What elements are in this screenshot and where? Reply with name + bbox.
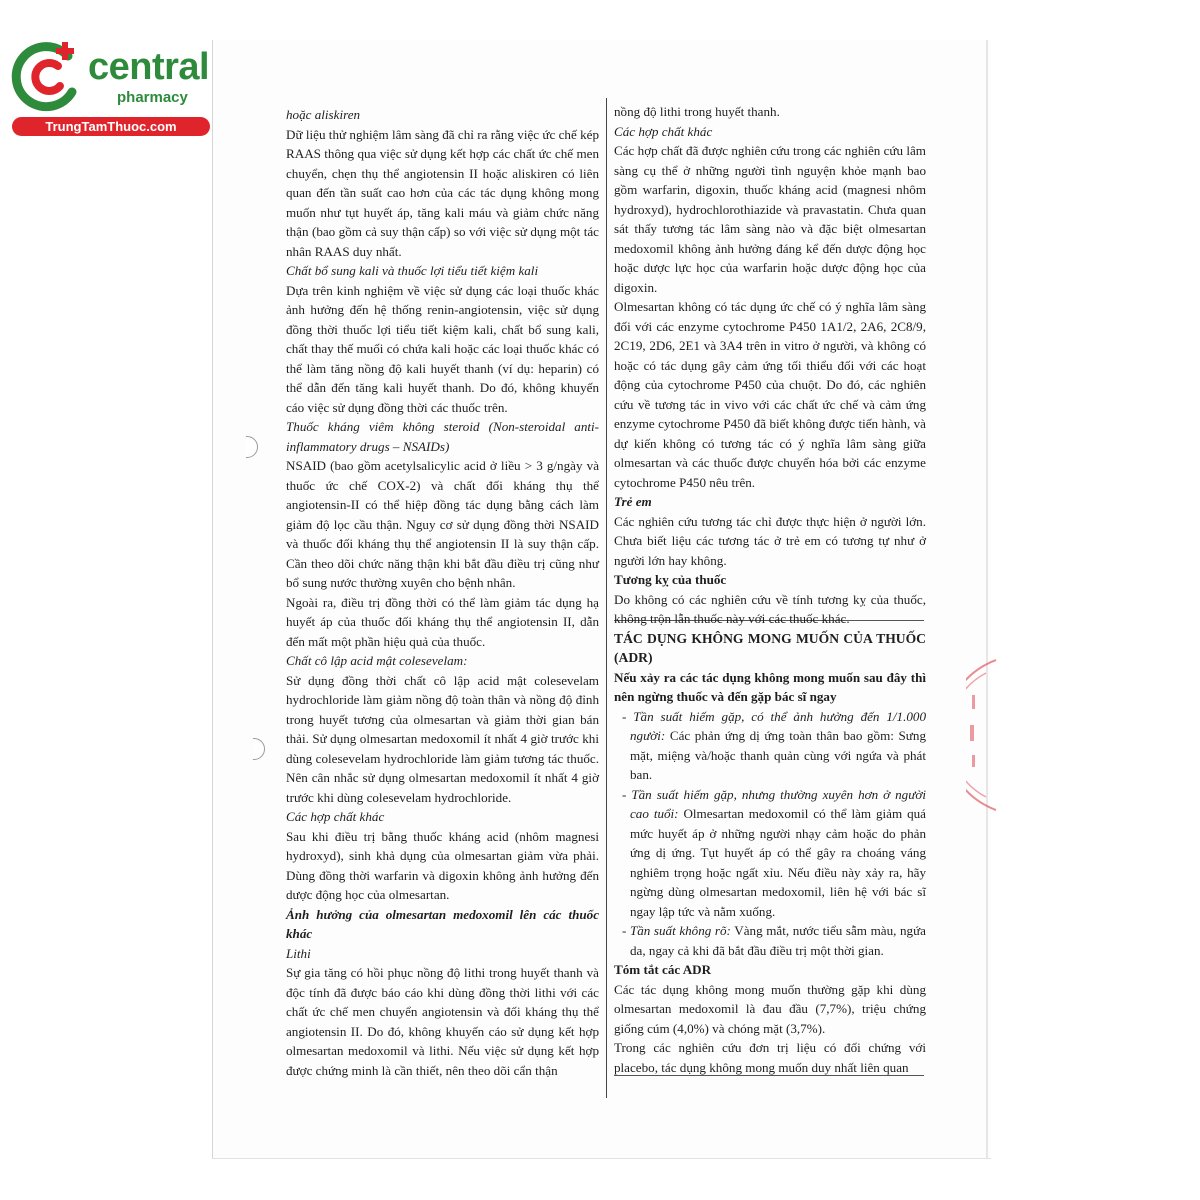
paragraph: Sau khi điều trị bằng thuốc kháng acid (nhôm magnesi hydroxyd), sinh khả dụng của olmesartan giảm vừa phải. Dùng đồng thời warfarin và digoxin không ảnh hưởng đến dược động học của olmesartan. xyxy=(286,828,599,902)
subheading: Chất bổ sung kali và thuốc lợi tiểu tiết kiệm kali xyxy=(286,263,539,278)
paragraph: Ngoài ra, điều trị đồng thời có thể làm giảm tác dụng hạ huyết áp của thuốc đối kháng thụ thể angiotensin II, dẫn đến mất một phần hiệu quả của thuốc. xyxy=(286,594,599,649)
column-divider xyxy=(606,98,607,1098)
subheading: Các hợp chất khác xyxy=(286,809,385,824)
left-column xyxy=(286,105,599,1080)
subheading: Thuốc kháng viêm không steroid (Non-steroidal anti-inflammatory drugs – NSAIDs) xyxy=(286,419,599,454)
paragraph: Dựa trên kinh nghiệm về việc sử dụng các loại thuốc khác ảnh hưởng đến hệ thống renin-angiotensin, việc sử dụng đồng thời thuốc lợi tiểu tiết kiệm kali, chất bổ sung kali, chất thay thế muối có chứa kali hoặc các loại thuốc khác có thể làm tăng nồng độ kali huyết thanh (ví dụ: heparin) có thể dẫn đến tăng kali huyết thanh. Do đó, không khuyến cáo việc sử dụng đồng thời các thuốc trên. xyxy=(286,282,599,415)
brand-subtitle: pharmacy xyxy=(117,89,188,106)
paragraph: Do không có các nghiên cứu về tính tương kỵ của thuốc, không trộn lẫn thuốc này với các thuốc khác. xyxy=(614,591,926,626)
sheet-edge xyxy=(986,40,988,1158)
paragraph: nồng độ lithi trong huyết thanh. xyxy=(614,104,780,119)
subheading: Tóm tắt các ADR xyxy=(614,962,712,977)
paragraph: Các nghiên cứu tương tác chỉ được thực hiện ở người lớn. Chưa biết liệu các tương tác ở trẻ em có tương tự như ở người lớn hay không. xyxy=(614,513,926,568)
red-stamp-seal xyxy=(966,655,1000,815)
list-item-lead: - Tần suất hiếm gặp, có thể ảnh hưởng đến 1/1.000 người: xyxy=(622,708,926,743)
paragraph: Sự gia tăng có hồi phục nồng độ lithi trong huyết thanh và độc tính đã được báo cáo khi dùng đồng thời lithi với các chất ức chế men chuyển angiotensin và đối kháng thụ thể angiotensin II. Do đó, không khuyến cáo sử dụng kết hợp olmesartan medoxomil và lithi. Nếu việc sử dụng kết hợp được chứng minh là cần thiết, nên theo dõi cẩn thận xyxy=(286,965,599,1078)
paragraph: Dữ liệu thử nghiệm lâm sàng đã chỉ ra rằng việc ức chế kép RAAS thông qua việc sử dụng kết hợp các chất ức chế men chuyển, chẹn thụ thể angiotensin II hoặc aliskiren có liên quan đến tần suất cao hơn của các tác dụng không mong muốn như tụt huyết áp, tăng kali máu và giảm chức năng thận (bao gồm cả suy thận cấp) so với việc sử dụng một tác nhân RAAS duy nhất. xyxy=(286,126,599,259)
paragraph: Các hợp chất đã được nghiên cứu trong các nghiên cứu lâm sàng cụ thể ở những người tình nguyện khỏe mạnh bao gồm warfarin, digoxin, thuốc kháng acid (magnesi nhôm hydroxyd), hydrochlorothiazide và pravastatin. Chưa quan sát thấy tương tác lâm sàng nào và đặc biệt olmesartan medoxomil không ảnh hưởng đáng kể đến dược động học hoặc dược lực học của warfarin hoặc dược động học của digoxin. xyxy=(614,143,926,295)
subheading: Chất cô lập acid mật colesevelam: xyxy=(286,653,468,668)
subheading: Các hợp chất khác xyxy=(614,123,713,139)
subheading: Nếu xảy ra các tác dụng không mong muốn sau đây thì nên ngừng thuốc và đến gặp bác sĩ ngay xyxy=(614,669,926,704)
list-item-text: Olmesartan medoxomil có thể làm giảm quá mức huyết áp ở những người nhạy cảm hoặc do phản ứng dị ứng. Tụt huyết áp có thể gây ra choáng váng nghiêm trọng hoặc ngất xỉu. Nếu điều này xảy ra, hãy ngừng dùng olmesartan medoxomil, liên hệ với bác sĩ ngay lập tức và nằm xuống. xyxy=(630,806,926,919)
website-badge[interactable]: TrungTamThuoc.com xyxy=(12,117,210,136)
paragraph: Trong các nghiên cứu đơn trị liệu có đối chứng với placebo, tác dụng không mong muốn duy nhất liên quan xyxy=(614,1040,926,1075)
list-item xyxy=(614,707,926,785)
list-item-lead: - Tần suất không rõ: xyxy=(622,923,731,938)
list-item-lead: - Tần suất hiếm gặp, nhưng thường xuyên hơn ở người cao tuổi: xyxy=(622,786,926,821)
paragraph: NSAID (bao gồm acetylsalicylic acid ở liều > 3 g/ngày và thuốc ức chế COX-2) và chất đối kháng thụ thể angiotensin-II có thể hiệp đồng tác dụng bằng cách làm giảm độ lọc cầu thận. Nguy cơ sử dụng đồng thời NSAID và thuốc đối kháng thụ thể angiotensin II là suy thận cấp. Cần theo dõi chức năng thận khi bắt đầu điều trị cũng như bổ sung nước thường xuyên cho bệnh nhân. xyxy=(286,458,599,590)
list-item xyxy=(614,921,926,960)
subheading: Ảnh hưởng của olmesartan medoxomil lên các thuốc khác xyxy=(286,906,599,941)
subheading: Lithi xyxy=(286,945,311,961)
list-item xyxy=(614,785,926,922)
paragraph: Các tác dụng không mong muốn thường gặp khi dùng olmesartan medoxomil là đau đầu (7,7%), triệu chứng giống cúm (4,0%) và chóng mặt (3,7%). xyxy=(614,981,926,1036)
right-column xyxy=(614,102,926,1077)
subheading: Tương kỵ của thuốc xyxy=(614,572,727,587)
section-heading: TÁC DỤNG KHÔNG MONG MUỐN CỦA THUỐC (ADR) xyxy=(614,630,926,665)
subheading: Trẻ em xyxy=(614,494,652,509)
list-item-text: Vàng mắt, nước tiểu sẫm màu, ngứa da, ngay cả khi đã bắt đầu điều trị một thời gian. xyxy=(630,923,926,958)
subheading: hoặc aliskiren xyxy=(286,107,361,122)
paragraph: Olmesartan không có tác dụng ức chế có ý nghĩa lâm sàng đối với các enzyme cytochrome P450 1A1/2, 2A6, 2C8/9, 2C19, 2D6, 2E1 và 3A4 trên in vitro ở người, và không có hoặc có tác dụng gây cảm ứng tối thiểu đối với các hoạt động của cytochrome P450 của chuột. Do đó, các nghiên cứu về tương tác in vivo với các chất ức chế và cảm ứng enzyme cytochrome P450 đã biết không được tiến hành, và dự kiến không có tương tác có ý nghĩa lâm sàng giữa olmesartan và các thuốc được chuyển hóa bởi các enzyme cytochrome P450 nêu trên. xyxy=(614,299,926,490)
brand-name: central xyxy=(88,46,210,88)
central-pharmacy-logo-icon xyxy=(10,36,90,116)
list-item-text: Các phản ứng dị ứng toàn thân bao gồm: Sưng mặt, miệng và/hoặc thanh quản cùng với ngứa và phát ban. xyxy=(630,728,926,782)
paragraph: Sử dụng đồng thời chất cô lập acid mật colesevelam hydrochloride làm giảm nồng độ toàn thân và nồng độ đỉnh trong huyết tương của olmesartan và giảm thời gian bán thải. Sử dụng olmesartan medoxomil ít nhất 4 giờ trước khi dùng colesevelam hydrochloride làm giảm tương tác thuốc. Nên cân nhắc sử dụng olmesartan medoxomil ít nhất 4 giờ trước khi dùng colesevelam hydrochloride. xyxy=(286,672,599,805)
